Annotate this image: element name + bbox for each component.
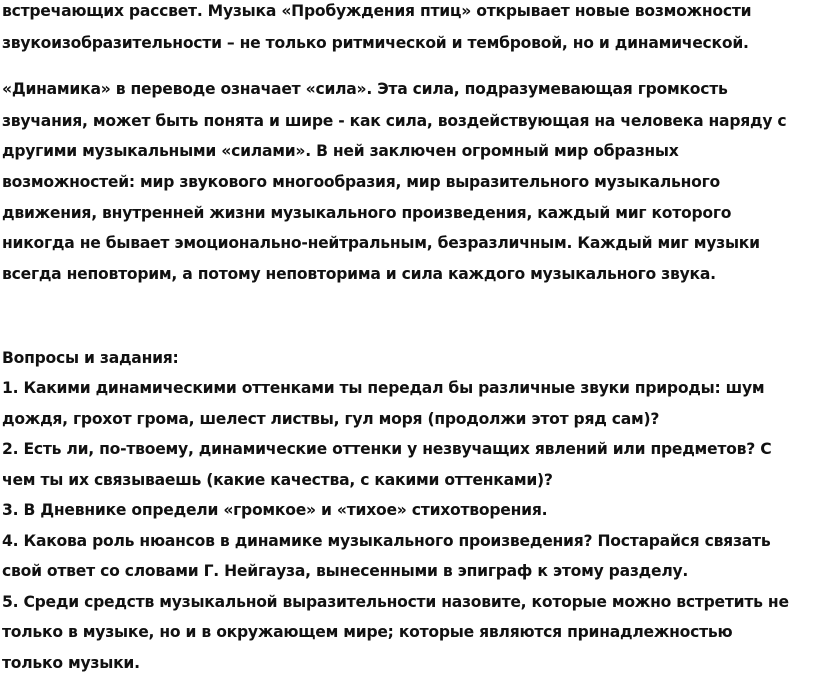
text-line: другими музыкальными «силами». В ней заключен огромный мир образных [2,142,679,160]
question-line: дождя, грохот грома, шелест листвы, гул моря (продолжи этот ряд сам)? [2,410,660,428]
text-line: «Динамика» в переводе означает «сила». Эта сила, подразумевающая громкость [2,80,728,98]
text-line: движения, внутренней жизни музыкального произведения, каждый миг которого [2,204,732,222]
text-line: никогда не бывает эмоционально-нейтральным, безразличным. Каждый миг музыки [2,234,760,252]
text-line: встречающих рассвет. Музыка «Пробуждения птиц» открывает новые возможности [2,2,752,20]
text-line: звучания, может быть понята и шире - как сила, воздействующая на человека наряду с [2,112,787,130]
question-line: только в музыке, но и в окружающем мире; которые являются принадлежностью [2,623,733,641]
text-line: возможностей: мир звукового многообразия, мир выразительного музыкального [2,173,720,191]
question-line: чем ты их связываешь (какие качества, с какими оттенками)? [2,471,553,489]
question-line: 3. В Дневнике определи «громкое» и «тихое» стихотворения. [2,501,548,519]
question-line: 1. Какими динамическими оттенками ты передал бы различные звуки природы: шум [2,379,765,397]
question-line: 4. Какова роль нюансов в динамике музыкального произведения? Постарайся связать [2,532,771,550]
question-line: свой ответ со словами Г. Нейгауза, вынесенными в эпиграф к этому разделу. [2,562,689,580]
question-line: только музыки. [2,654,140,672]
questions-heading: Вопросы и задания: [2,349,179,367]
question-line: 5. Среди средств музыкальной выразительности назовите, которые можно встретить не [2,593,789,611]
text-line: всегда неповторим, а потому неповторима и сила каждого музыкального звука. [2,265,716,283]
question-line: 2. Есть ли, по-твоему, динамические оттенки у незвучащих явлений или предметов? С [2,440,772,458]
text-line: звукоизобразительности – не только ритмической и тембровой, но и динамической. [2,34,749,52]
